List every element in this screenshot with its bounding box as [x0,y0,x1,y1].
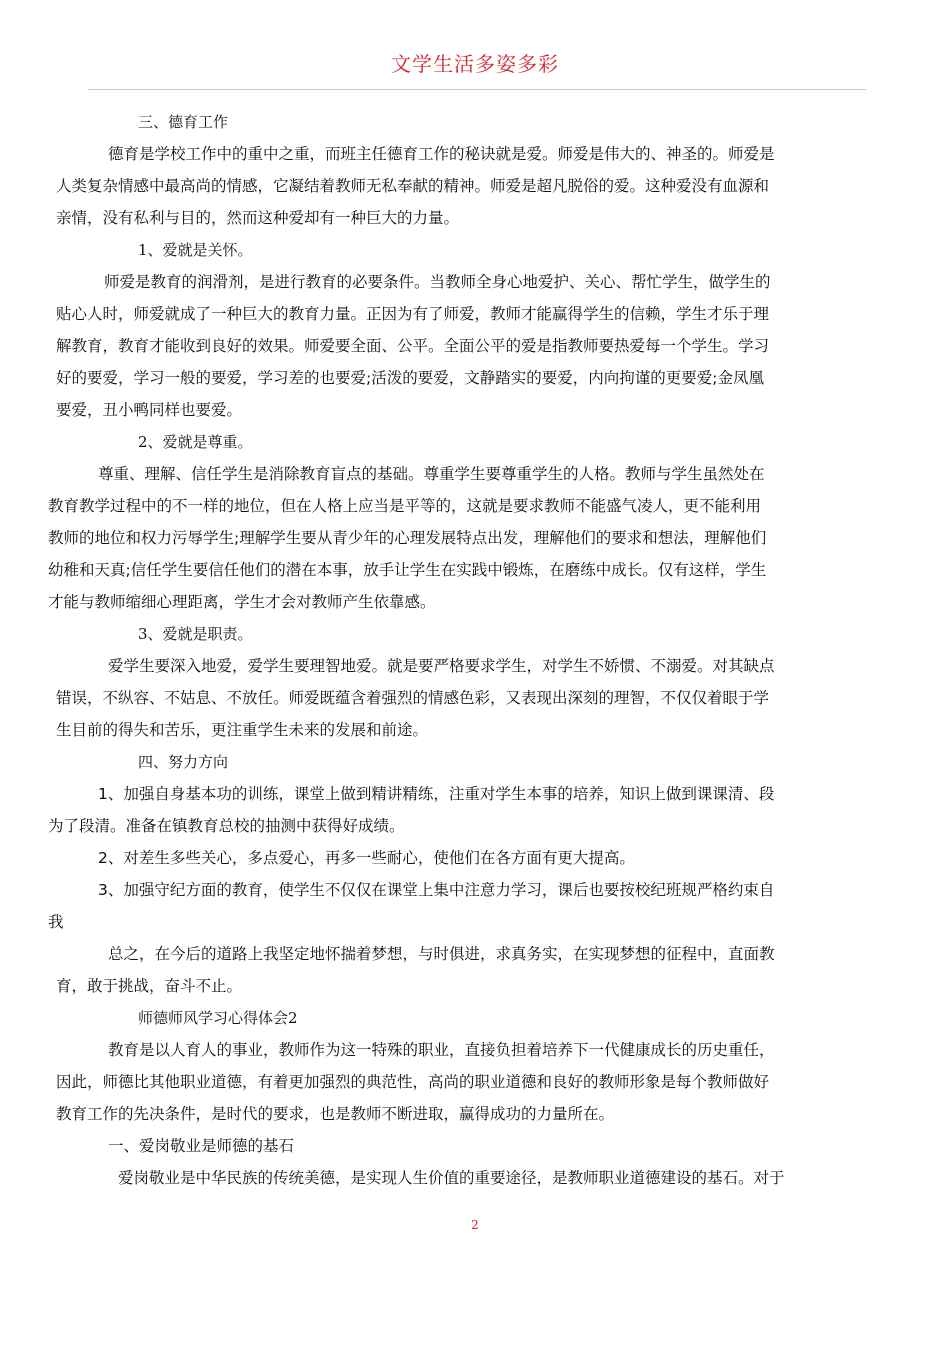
paragraph-line: 总之，在今后的道路上我坚定地怀揣着梦想，与时俱进，求真务实，在实现梦想的征程中，直面教 [108,945,775,963]
section-heading: 1、爱就是关怀。 [138,241,253,259]
paragraph-line: 一、爱岗敬业是师德的基石 [108,1137,295,1155]
page-number: 2 [471,1218,479,1232]
paragraph-line: 我 [48,913,64,931]
paragraph-line: 好的要爱，学习一般的要爱，学习差的也要爱;活泼的要爱，文静踏实的要爱，内向拘谨的更要爱;金凤凰 [56,369,764,387]
paragraph-line: 亲情，没有私利与目的，然而这种爱却有一种巨大的力量。 [56,209,460,227]
paragraph-line: 德育是学校工作中的重中之重，而班主任德育工作的秘诀就是爱。师爱是伟大的、神圣的。师爱是 [108,145,775,163]
paragraph-line: 爱岗敬业是中华民族的传统美德，是实现人生价值的重要途径，是教师职业道德建设的基石。对于 [118,1169,785,1187]
paragraph-line: 教育是以人育人的事业，教师作为这一特殊的职业，直接负担着培养下一代健康成长的历史重任， [108,1041,775,1059]
paragraph-line: 贴心人时，师爱就成了一种巨大的教育力量。正因为有了师爱，教师才能赢得学生的信赖，学生才乐于理 [56,305,770,323]
paragraph-line: 爱学生要深入地爱，爱学生要理智地爱。就是要严格要求学生，对学生不娇惯、不溺爱。对其缺点 [108,657,775,675]
paragraph-line: 为了段清。准备在镇教育总校的抽测中获得好成绩。 [48,817,405,835]
paragraph-line: 教育工作的先决条件，是时代的要求，也是教师不断进取，赢得成功的力量所在。 [56,1105,615,1123]
paragraph-line: 教育教学过程中的不一样的地位，但在人格上应当是平等的，这就是要求教师不能盛气凌人，更不能利用 [48,497,762,515]
paragraph-line: 要爱，丑小鸭同样也要爱。 [56,401,243,419]
paragraph-line: 3、加强守纪方面的教育，使学生不仅仅在课堂上集中注意力学习，课后也要按校纪班规严格约束自 [98,881,775,899]
section-heading: 四、努力方向 [138,753,229,771]
paragraph-line: 育，敢于挑战，奋斗不止。 [56,977,243,995]
paragraph-line: 2、对差生多些关心，多点爱心，再多一些耐心，使他们在各方面有更大提高。 [98,849,635,867]
paragraph-line: 错误，不纵容、不姑息、不放任。师爱既蕴含着强烈的情感色彩，又表现出深刻的理智，不仅仅着眼于学 [56,689,770,707]
document-body [46,106,846,1194]
paragraph-line: 师爱是教育的润滑剂，是进行教育的必要条件。当教师全身心地爱护、关心、帮忙学生，做学生的 [104,273,771,291]
paragraph-line: 生目前的得失和苦乐，更注重学生未来的发展和前途。 [56,721,429,739]
section-heading: 3、爱就是职责。 [138,625,253,643]
section-heading: 三、德育工作 [138,113,229,131]
paragraph-line: 1、加强自身基本功的训练，课堂上做到精讲精练，注重对学生本事的培养，知识上做到课课清、段 [98,785,775,803]
page-header-title: 文学生活多姿多彩 [391,52,559,76]
paragraph-line: 幼稚和天真;信任学生要信任他们的潜在本事，放手让学生在实践中锻炼，在磨练中成长。仅有这样，学生 [48,561,767,579]
paragraph-line: 因此，师德比其他职业道德，有着更加强烈的典范性，高尚的职业道德和良好的教师形象是每个教师做好 [56,1073,770,1091]
section-heading: 师德师风学习心得体会2 [138,1009,298,1027]
paragraph-line: 才能与教师缩细心理距离，学生才会对教师产生依靠感。 [48,593,436,611]
section-heading: 2、爱就是尊重。 [138,433,253,451]
paragraph-line: 人类复杂情感中最高尚的情感，它凝结着教师无私奉献的精神。师爱是超凡脱俗的爱。这种爱没有血源和 [56,177,770,195]
paragraph-line: 教师的地位和权力污辱学生;理解学生要从青少年的心理发展特点出发，理解他们的要求和想法，理解他们 [48,529,767,547]
paragraph-line: 尊重、理解、信任学生是消除教育盲点的基础。尊重学生要尊重学生的人格。教师与学生虽然处在 [98,465,765,483]
paragraph-line: 解教育，教育才能收到良好的效果。师爱要全面、公平。全面公平的爱是指教师要热爱每一个学生。学习 [56,337,770,355]
header-divider [88,89,866,90]
